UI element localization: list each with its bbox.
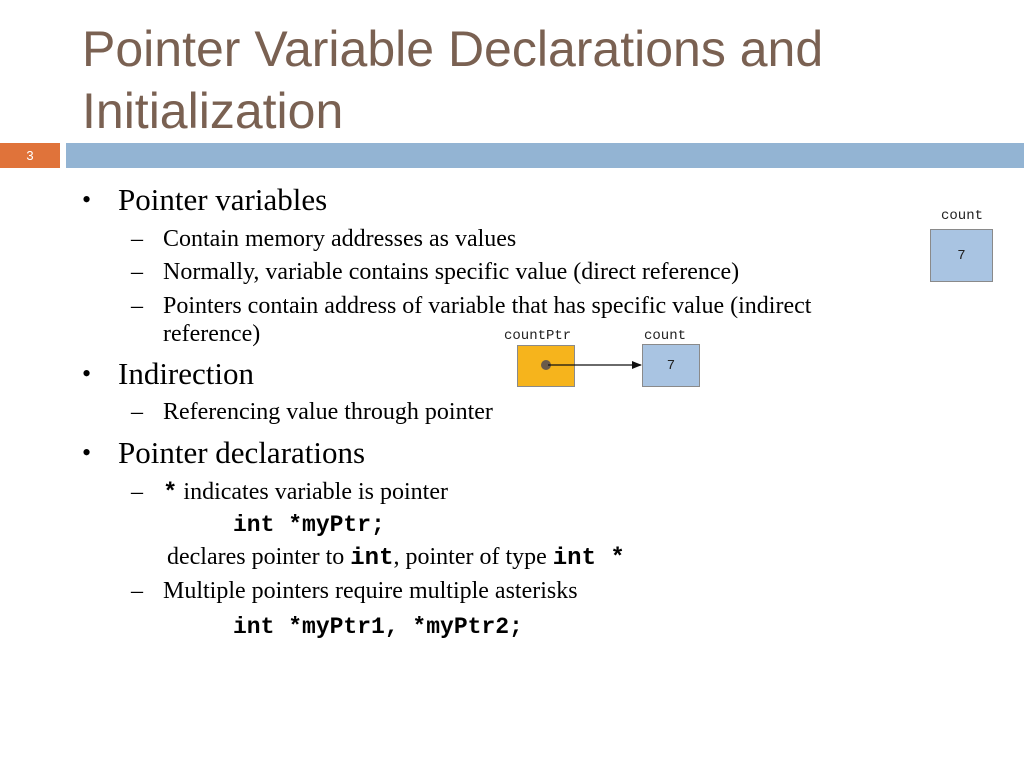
sub-bullet-indirect-reference-line-2: reference) <box>163 321 261 347</box>
code-declaration-single: int *myPtr; <box>233 512 385 538</box>
direct-count-label: count <box>941 208 984 224</box>
slide-number: 3 <box>26 148 34 163</box>
sub-bullet-referencing-value: Referencing value through pointer <box>163 399 493 425</box>
slide-title-line-1: Pointer Variable Declarations and <box>82 21 824 77</box>
slide-title-line-2: Initialization <box>82 83 344 139</box>
indirect-count-label: count <box>644 328 687 344</box>
asterisk-description: indicates variable is pointer <box>177 479 448 505</box>
sub-bullet-indirect-reference-line-1: Pointers contain address of variable that has specific value (indirect <box>163 293 812 319</box>
countptr-label: countPtr <box>504 328 572 344</box>
sub-bullet-marker: – <box>131 399 143 425</box>
bullet-indirection: Indirection <box>118 356 255 391</box>
declaration-code-int: int <box>350 545 394 572</box>
sub-bullet-marker: – <box>131 578 143 604</box>
bullet-pointer-variables: Pointer variables <box>118 182 328 217</box>
bullet-marker: • <box>82 438 92 467</box>
sub-bullet-marker: – <box>131 226 143 252</box>
bullet-marker: • <box>82 185 92 214</box>
asterisk-code: * <box>163 480 178 507</box>
code-declaration-multiple: int *myPtr1, *myPtr2; <box>233 614 523 640</box>
declaration-code-int-pointer: int * <box>552 545 625 572</box>
sub-bullet-marker: – <box>131 259 143 285</box>
sub-bullet-direct-reference: Normally, variable contains specific value (direct reference) <box>163 259 740 285</box>
bullet-marker: • <box>82 359 92 388</box>
declaration-text-2: , pointer of type <box>393 544 553 570</box>
sub-bullet-memory-addresses: Contain memory addresses as values <box>163 226 517 252</box>
direct-count-value: 7 <box>957 247 966 264</box>
sub-bullet-multiple-pointers: Multiple pointers require multiple asterisks <box>163 578 578 604</box>
sub-bullet-marker: – <box>131 293 143 319</box>
bullet-pointer-declarations: Pointer declarations <box>118 435 366 470</box>
declaration-text-1: declares pointer to <box>167 544 351 570</box>
sub-bullet-marker: – <box>131 479 143 505</box>
indirect-count-value: 7 <box>666 357 676 374</box>
